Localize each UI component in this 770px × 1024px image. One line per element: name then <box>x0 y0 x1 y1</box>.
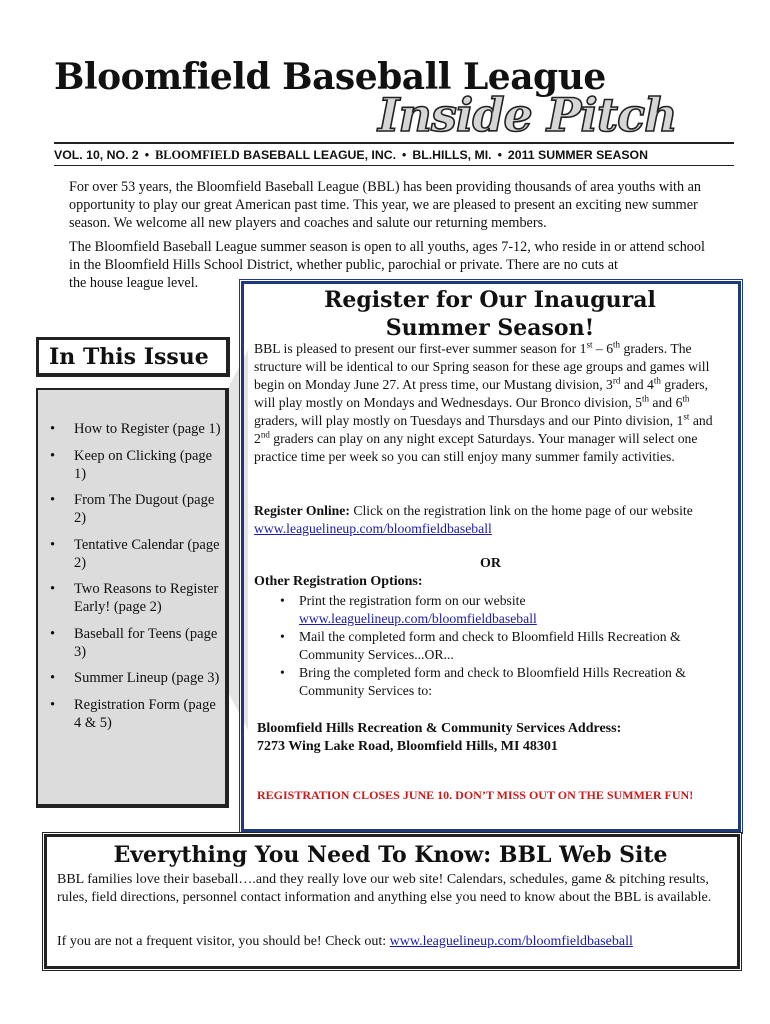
separator-dot: • <box>402 148 407 162</box>
website-paragraph: BBL families love their baseball….and they really love our web site! Calendars, schedules, game & pitching results, rules, field directions, personnel contact information and anything else you need to know about the BBL is available. <box>57 872 712 905</box>
volume-number: VOL. 10, NO. 2 <box>54 148 139 162</box>
register-online-paragraph: Register Online: Click on the registration link on the home page of our website www.leaguelineup.com/bloomfieldbaseball <box>254 503 693 536</box>
in-this-issue-box <box>36 388 229 808</box>
street-address: 7273 Wing Lake Road, Bloomfield Hills, MI 48301 <box>257 739 558 754</box>
in-this-issue-heading: In This Issue <box>49 344 209 370</box>
contents-item: • From The Dugout (page 2) <box>50 491 225 527</box>
separator-dot: • <box>144 148 150 162</box>
separator-dot: • <box>497 148 502 162</box>
contents-item: • Summer Lineup (page 3) <box>50 669 225 687</box>
website-link[interactable]: www.leaguelineup.com/bloomfieldbaseball <box>389 934 633 949</box>
contents-item: • Baseball for Teens (page 3) <box>50 625 225 661</box>
website-link[interactable]: www.leaguelineup.com/bloomfieldbaseball <box>254 521 492 536</box>
season-label: 2011 SUMMER SEASON <box>507 148 648 162</box>
recreation-address <box>257 720 727 756</box>
newsletter-subtitle: Inside Pitch <box>378 88 677 142</box>
registration-form-link[interactable]: www.leaguelineup.com/bloomfieldbaseball <box>299 611 537 626</box>
option-item: • Bring the completed form and check to Bloomfield Hills Recreation & Community Services to: <box>280 664 730 700</box>
league-location: BL.HILLS, MI. <box>412 148 492 162</box>
in-this-issue-header <box>36 337 230 377</box>
masthead-divider-bottom <box>54 165 734 166</box>
contents-item: • Registration Form (page 4 & 5) <box>50 696 225 732</box>
website-heading: Everything You Need To Know: BBL Web Site <box>113 842 668 868</box>
website-cta-paragraph: If you are not a frequent visitor, you should be! Check out: www.leaguelineup.com/bloomfieldbaseball <box>57 934 633 949</box>
registration-deadline-notice: REGISTRATION CLOSES JUNE 10. DON’T MISS OUT ON THE SUMMER FUN! <box>257 788 694 802</box>
masthead-divider-top <box>54 142 734 144</box>
option-item: • Mail the completed form and check to Bloomfield Hills Recreation & Community Services...OR... <box>280 628 730 664</box>
contents-item: • Keep on Clicking (page 1) <box>50 447 225 483</box>
address-heading: Bloomfield Hills Recreation & Community Services Address: <box>257 721 622 736</box>
league-brand: BLOOMFIELD <box>155 148 240 162</box>
summer-season-paragraph: BBL is pleased to present our first-ever summer season for 1st – 6th graders. The structure will be identical to our Spring season for these age groups and games will begin on Monday June 27. At press time, our Mustang division, 3rd and 4th graders, will play mostly on Mondays and Wednesdays. Our Bronco division, 5th and 6th graders, will play mostly on Tuesdays and Thursdays and our Pinto division, 1st and 2nd graders can play on any night except Saturdays. Your manager will select one practice time per week so you can still enjoy many summer family activities. <box>254 339 713 464</box>
contents-item: • Tentative Calendar (page 2) <box>50 536 225 572</box>
register-heading: Register for Our Inaugural Summer Season! <box>324 287 656 341</box>
register-online-label: Register Online: <box>254 503 350 518</box>
issue-info-line <box>54 148 734 163</box>
registration-options-list <box>280 592 730 700</box>
eligibility-text-end: the house league level. <box>69 275 199 291</box>
intro-paragraph: For over 53 years, the Bloomfield Baseball League (BBL) has been providing thousands of area youths with an opportunity to play our great American past time. This year, we are pleased to present an exciting new summer season. We welcome all new players and coaches and salute our returning members. <box>69 179 701 231</box>
league-org: BASEBALL LEAGUE, INC. <box>243 148 397 162</box>
eligibility-text: The Bloomfield Baseball League summer season is open to all youths, ages 7-12, who reside in or attend school in the Bloomfield Hills School District, whether public, parochial or private. There are no cuts at <box>69 239 705 273</box>
or-separator: OR <box>480 556 501 571</box>
option-item: • Print the registration form on our website www.leaguelineup.com/bloomfieldbaseball <box>280 592 730 628</box>
newsletter-title: Bloomfield Baseball League <box>54 56 606 98</box>
contents-item: • Two Reasons to Register Early! (page 2) <box>50 580 225 616</box>
other-options-label: Other Registration Options: <box>254 574 423 589</box>
contents-item: • How to Register (page 1) <box>50 420 225 438</box>
contents-list <box>38 390 225 732</box>
